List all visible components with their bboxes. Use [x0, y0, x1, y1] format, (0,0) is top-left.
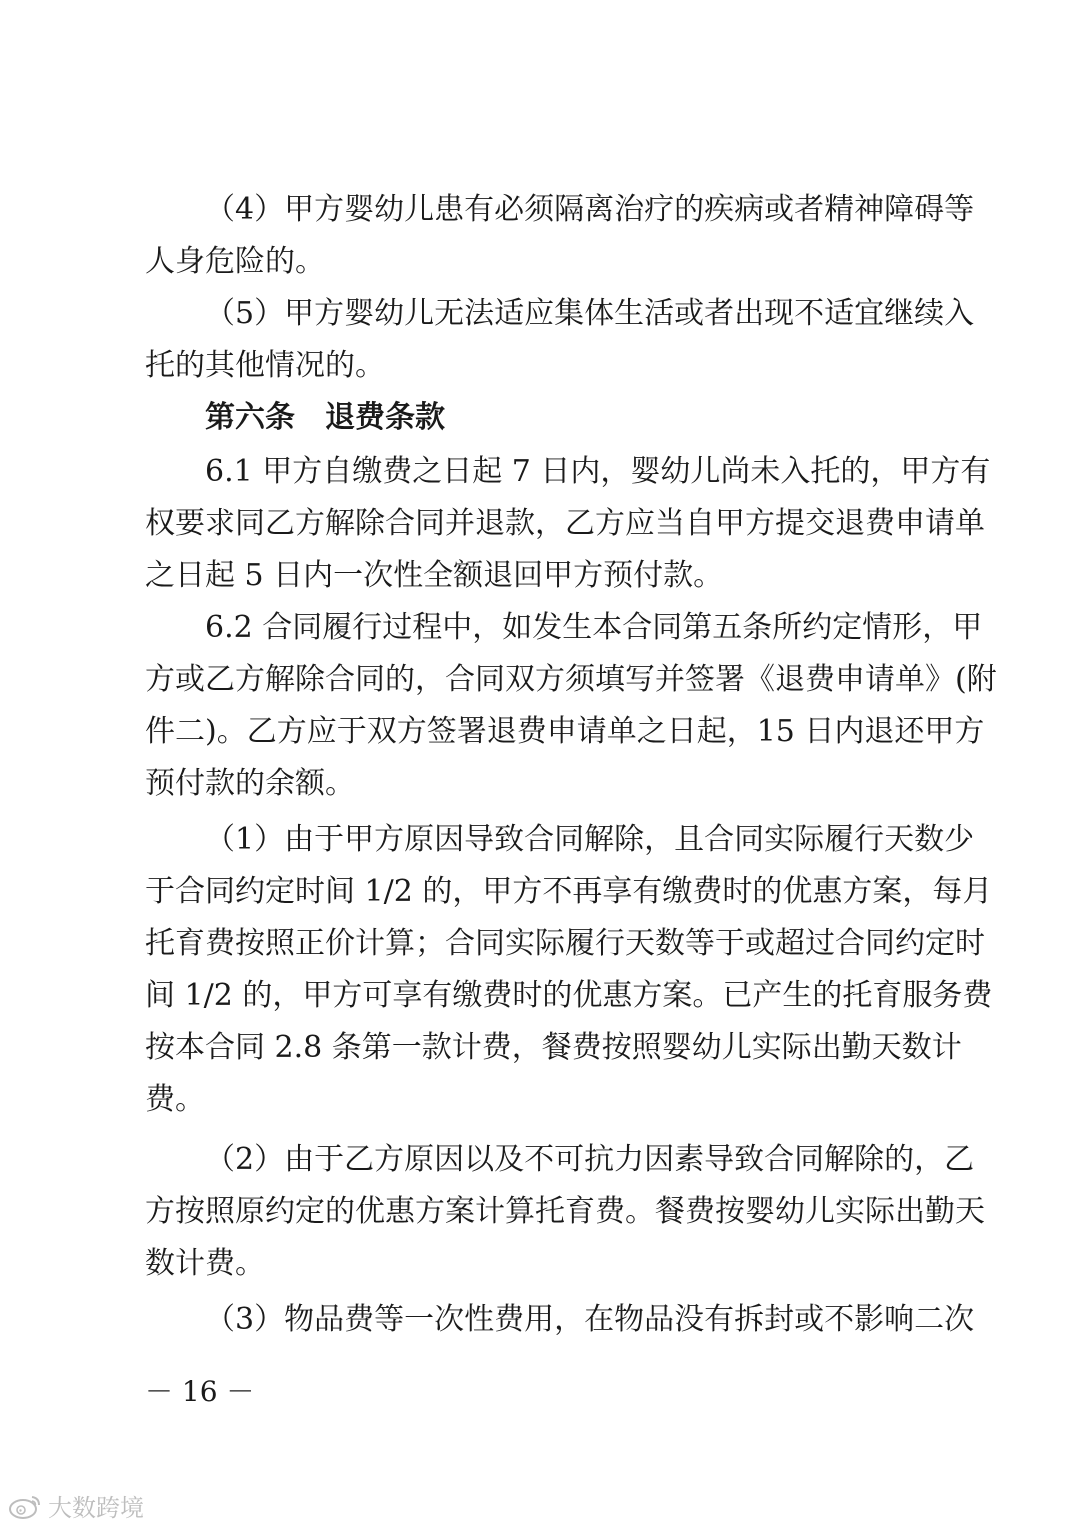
text-line: 按本合同 2.8 条第一款计费，餐费按照婴幼儿实际出勤天数计: [145, 1030, 962, 1065]
watermark: [8, 1488, 144, 1523]
section-heading: 第六条 退费条款: [205, 400, 445, 435]
page-number: － 16 －: [145, 1375, 255, 1408]
text-line: 件二)。乙方应于双方签署退费申请单之日起，15 日内退还甲方: [145, 714, 985, 749]
text-line: 预付款的余额。: [145, 766, 355, 801]
text-line: 6.1 甲方自缴费之日起 7 日内，婴幼儿尚未入托的，甲方有: [205, 454, 991, 489]
weibo-logo-icon: [8, 1492, 42, 1520]
text-line: 间 1/2 的，甲方可享有缴费时的优惠方案。已产生的托育服务费: [145, 978, 993, 1013]
text-line: （4）甲方婴幼儿患有必须隔离治疗的疾病或者精神障碍等: [205, 192, 975, 227]
text-line: （2）由于乙方原因以及不可抗力因素导致合同解除的，乙: [205, 1142, 975, 1177]
text-line: 方或乙方解除合同的，合同双方须填写并签署《退费申请单》(附: [145, 662, 997, 697]
text-line: 方按照原约定的优惠方案计算托育费。餐费按婴幼儿实际出勤天: [145, 1194, 985, 1229]
text-line: 之日起 5 日内一次性全额退回甲方预付款。: [145, 558, 724, 593]
text-line: （3）物品费等一次性费用，在物品没有拆封或不影响二次: [205, 1302, 975, 1337]
text-line: 于合同约定时间 1/2 的，甲方不再享有缴费时的优惠方案，每月: [145, 874, 993, 909]
text-line: （5）甲方婴幼儿无法适应集体生活或者出现不适宜继续入: [205, 296, 975, 331]
text-line: 托的其他情况的。: [145, 348, 385, 383]
text-line: 人身危险的。: [145, 244, 325, 279]
text-line: 权要求同乙方解除合同并退款，乙方应当自甲方提交退费申请单: [145, 506, 985, 541]
text-line: （1）由于甲方原因导致合同解除，且合同实际履行天数少: [205, 822, 975, 857]
text-line: 数计费。: [145, 1246, 265, 1281]
watermark-text: 大数跨境: [48, 1494, 144, 1522]
text-line: 6.2 合同履行过程中，如发生本合同第五条所约定情形，甲: [205, 610, 983, 645]
text-line: 费。: [145, 1082, 205, 1117]
text-line: 托育费按照正价计算；合同实际履行天数等于或超过合同约定时: [145, 926, 985, 961]
